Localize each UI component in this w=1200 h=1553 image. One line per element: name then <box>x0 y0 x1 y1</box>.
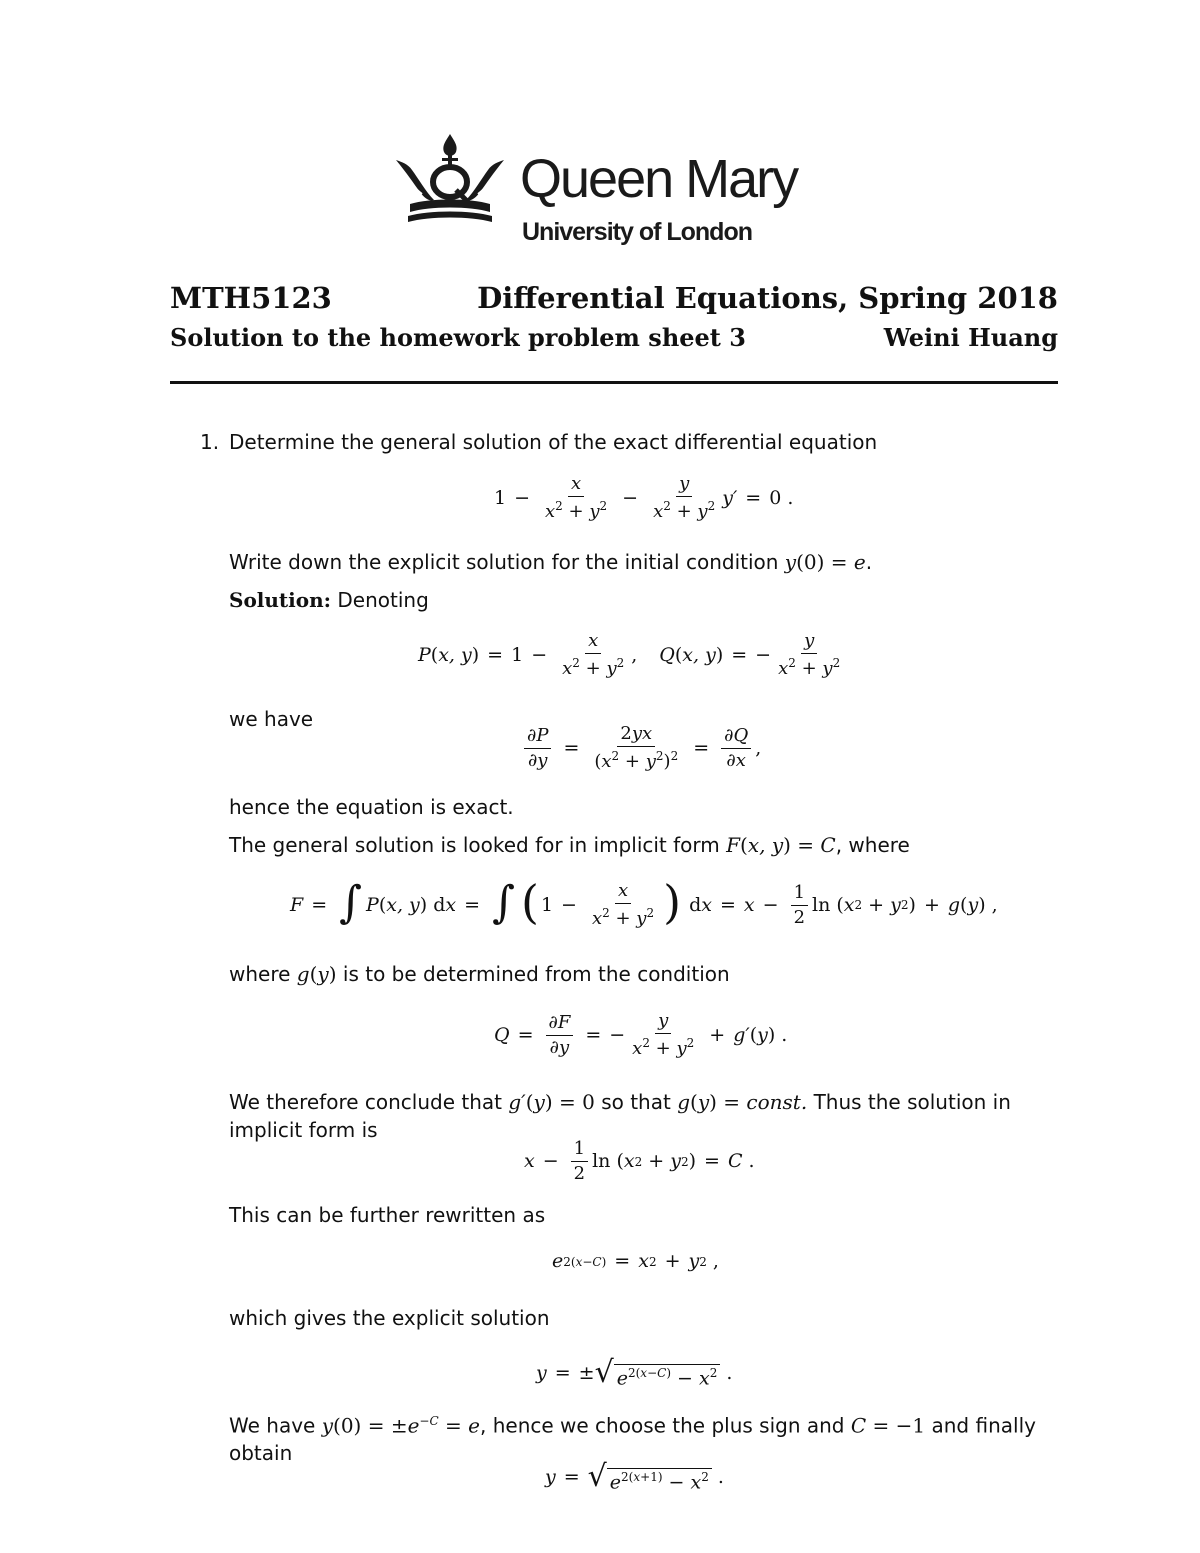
y0-suffix: and finally <box>931 1413 1036 1438</box>
obtain-text: obtain <box>229 1441 293 1465</box>
equation-explicit-pm: y = ± √ $e^{2(x-C)} - x^2$ . <box>536 1355 733 1390</box>
hence-exact-text: hence the equation is exact. <box>229 795 514 819</box>
where-g-line: where g(y) is to be determined from the condition <box>229 962 730 986</box>
equation-final: y = √ $e^{2(x+1)} - x^2$ . <box>545 1459 724 1494</box>
equation-q-condition: Q = $\frac{\partial F}{\partial y}$ = − $\frac{y}{x^2 + y^2}$ + g′ ( y ) . <box>494 1010 788 1059</box>
initial-condition-line: Write down the explicit solution for the initial condition y(0) = e. <box>229 550 873 574</box>
conclude-line: We therefore conclude that g′(y) = 0 so that g(y) = const. Thus the solution in <box>229 1090 1011 1114</box>
general-solution-prefix: The general solution is looked for in implicit form <box>229 833 720 857</box>
y0-mid: , hence we choose the plus sign and <box>480 1413 845 1438</box>
header-rule <box>170 381 1058 384</box>
author-name: Weini Huang <box>883 323 1058 352</box>
conclude-mid: so that <box>601 1090 671 1114</box>
y0-line: We have $y(0) = \pm e^{-C} = e$, hence we choose the plus sign and C = −1 and finally <box>229 1413 1036 1438</box>
conclude-const: const. <box>746 1090 808 1114</box>
explicit-gives-text: which gives the explicit solution <box>229 1306 550 1330</box>
course-title: Differential Equations, Spring 2018 <box>477 281 1058 315</box>
equation-integral: F = ∫ P ( x, y ) d x = ∫ ( 1 − $\frac{x}{x^2 + y^2}$ ) d x = x − $\frac{1}{2}$ ln ( x 2 + y 2 ) + g ( y ) , <box>290 875 998 929</box>
equation-exponential: e 2(x−C) = x 2 + y 2 , <box>552 1250 719 1272</box>
logo-subtitle: University of London <box>522 218 752 246</box>
where-g-suffix: is to be determined from the condition <box>342 962 730 986</box>
solution-intro <box>229 590 429 610</box>
general-solution-suffix: , where <box>835 833 910 857</box>
general-solution-line: The general solution is looked for in implicit form F(x, y) = C, where <box>229 833 910 857</box>
implicit-form-text: implicit form is <box>229 1118 378 1142</box>
denoting-text: Denoting <box>337 588 429 612</box>
equation-partials: $\frac{\partial P}{\partial y}$ = $\frac{2yx}{(x^2 + y^2)^2}$ = $\frac{\partial Q}{\partial x}$ , <box>520 725 761 771</box>
equation-p-q: P ( x, y ) = 1 − $\frac{x}{x^2 + y^2}$ , Q ( x, y ) = − $\frac{y}{x^2 + y^2}$ <box>418 630 841 679</box>
equation-implicit: x − $\frac{1}{2}$ ln ( x 2 + y 2 ) = C . <box>524 1138 755 1184</box>
conclude-suffix: Thus the solution in <box>813 1090 1011 1114</box>
initial-condition-text: Write down the explicit solution for the initial condition <box>229 550 779 574</box>
conclude-prefix: We therefore conclude that <box>229 1090 503 1114</box>
rewritten-text: This can be further rewritten as <box>229 1203 546 1227</box>
university-logo <box>390 132 840 250</box>
problem-number: 1. <box>200 430 220 454</box>
where-g-prefix: where <box>229 962 291 986</box>
solution-label: Solution: <box>229 588 332 612</box>
problem-statement: Determine the general solution of the exact differential equation <box>229 430 878 454</box>
y0-prefix: We have <box>229 1413 316 1438</box>
course-code: MTH5123 <box>170 281 332 315</box>
crown-logo-icon <box>390 132 510 232</box>
equation-ode: 1 − $\frac{x}{x^2 + y^2}$ − $\frac{y}{x^2 + y^2}$ y′ = 0 . <box>494 473 794 522</box>
sheet-title: Solution to the homework problem sheet 3 <box>170 323 746 352</box>
we-have-text: we have <box>229 707 314 731</box>
logo-wordmark: Queen Mary <box>520 149 798 209</box>
